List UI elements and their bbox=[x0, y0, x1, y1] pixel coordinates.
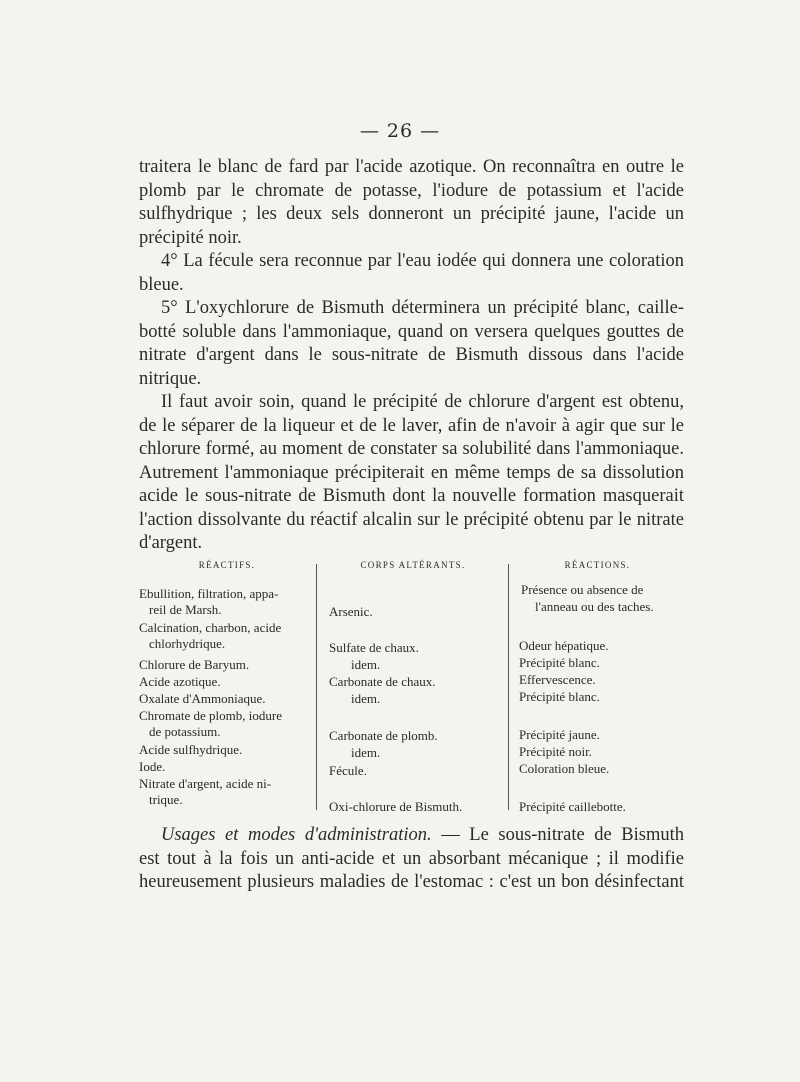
table-cell: Oxalate d'Ammoniaque. bbox=[139, 691, 266, 706]
usage-paragraph bbox=[139, 824, 684, 895]
table-cell: Iode. bbox=[139, 759, 166, 774]
table-cell: Chromate de plomb, iodure de potassium. bbox=[139, 708, 282, 740]
text-line: plomb par le chromate de potasse, l'iodure de potassium et l'acide bbox=[139, 180, 684, 201]
text-line: Autrement l'ammoniaque précipiterait en même temps de sa dissolution bbox=[139, 462, 684, 483]
table-cell: Carbonate de chaux. bbox=[329, 674, 436, 689]
text-line: nitrique. bbox=[139, 368, 202, 389]
text-line: acide le sous-nitrate de Bismuth dont la nouvelle formation masquerait bbox=[139, 486, 684, 506]
column-header-corps: CORPS ALTÉRANTS. bbox=[360, 560, 466, 570]
main-paragraph bbox=[139, 156, 684, 556]
table-cell: Carbonate de plomb. bbox=[329, 728, 438, 743]
table-cell: Précipité noir. bbox=[519, 744, 592, 759]
table-cell: Nitrate d'argent, acide ni- trique. bbox=[139, 776, 272, 808]
text-line: chlorure formé, au moment de constater sa solubilité dans l'ammoniaque. bbox=[139, 439, 684, 459]
table-cell: idem. bbox=[351, 745, 381, 760]
text-line: Usages et modes d'administration. — Le sous-nitrate de Bismuth bbox=[161, 825, 685, 845]
table-cell: Odeur hépatique. bbox=[519, 638, 609, 653]
table-cell: Précipité blanc. bbox=[519, 689, 600, 704]
text-line: 5° L'oxychlorure de Bismuth déterminera un précipité blanc, caille- bbox=[161, 298, 684, 318]
page-number: — 26 — bbox=[359, 120, 441, 142]
table-cell: Acide azotique. bbox=[139, 674, 221, 689]
text-line: nitrate d'argent dans le sous-nitrate de Bismuth dissous dans l'acide bbox=[139, 345, 684, 365]
column-divider bbox=[316, 564, 317, 810]
table-cell: Acide sulfhydrique. bbox=[139, 742, 243, 757]
text-line: est tout à la fois un anti-acide et un absorbant mécanique ; il modifie bbox=[139, 848, 684, 869]
column-reactifs bbox=[139, 560, 315, 808]
table-cell: Ebullition, filtration, appa- reil de Marsh. bbox=[139, 586, 279, 618]
table-cell: Précipité jaune. bbox=[519, 727, 600, 742]
text-line: d'argent. bbox=[139, 533, 203, 553]
table-cell: Coloration bleue. bbox=[519, 761, 610, 776]
column-divider bbox=[508, 564, 509, 810]
table-cell: Présence ou absence de bbox=[521, 582, 644, 597]
table-cell: Chlorure de Baryum. bbox=[139, 657, 250, 672]
table-cell: Oxi-chlorure de Bismuth. bbox=[329, 799, 463, 814]
text-line: bleue. bbox=[139, 274, 184, 295]
reagents-table bbox=[139, 560, 684, 820]
text-line: précipité noir. bbox=[139, 227, 242, 248]
section-heading: Usages et modes d'administration. bbox=[161, 825, 432, 845]
table-cell: Précipité caillebotte. bbox=[519, 799, 626, 814]
text-line: Il faut avoir soin, quand le précipité de chlorure d'argent est obtenu, bbox=[161, 392, 684, 412]
table-cell: Fécule. bbox=[329, 763, 367, 778]
table-cell: Effervescence. bbox=[519, 672, 596, 687]
table-cell: Sulfate de chaux. bbox=[329, 640, 419, 655]
table-cell: Calcination, charbon, acide chlorhydrique. bbox=[139, 620, 282, 652]
column-header-reactions: RÉACTIONS. bbox=[564, 560, 631, 570]
table-cell: idem. bbox=[351, 691, 381, 706]
table-cell: l'anneau ou des taches. bbox=[535, 599, 654, 614]
table-cell: idem. bbox=[351, 657, 381, 672]
column-reactions bbox=[511, 560, 684, 814]
text-line: heureusement plusieurs maladies de l'estomac : c'est un bon désinfectant bbox=[139, 872, 684, 892]
column-header-reactifs: RÉACTIFS. bbox=[198, 560, 256, 570]
text-line: traitera le blanc de fard par l'acide azotique. On reconnaîtra en outre le bbox=[139, 157, 684, 177]
column-corps bbox=[319, 560, 507, 814]
text-line: l'action dissolvante du réactif alcalin sur le précipité obtenu par le nitrate bbox=[139, 509, 684, 530]
text-line: sulfhydrique ; les deux sels donneront un précipité jaune, l'acide un bbox=[139, 204, 684, 224]
text-line: 4° La fécule sera reconnue par l'eau iodée qui donnera une coloration bbox=[161, 251, 684, 271]
text-line: botté soluble dans l'ammoniaque, quand on versera quelques gouttes de bbox=[139, 321, 684, 342]
text-line: de le séparer de la liqueur et de le laver, afin de n'avoir à agir que sur le bbox=[139, 415, 684, 436]
table-cell: Arsenic. bbox=[329, 604, 373, 619]
table-cell: Précipité blanc. bbox=[519, 655, 600, 670]
